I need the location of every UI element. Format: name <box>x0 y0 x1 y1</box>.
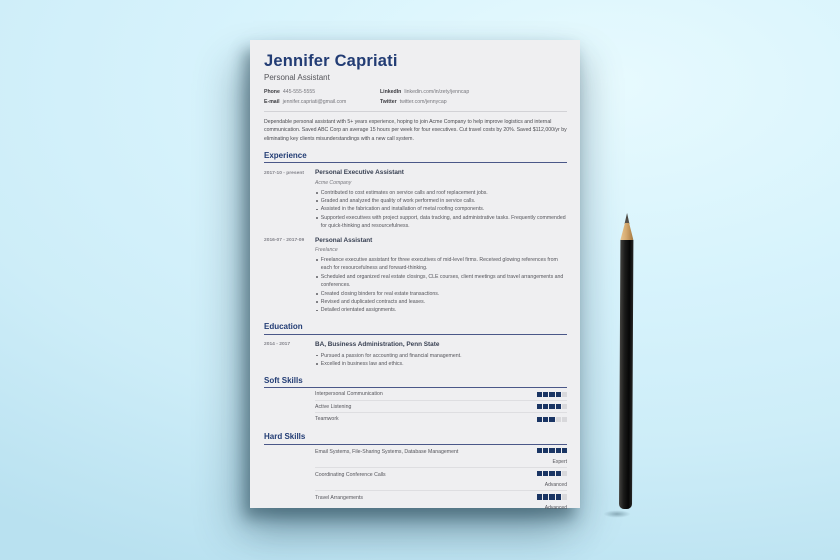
skill-square-empty <box>556 417 561 422</box>
entry-title: Personal Assistant <box>315 236 373 244</box>
skill-square-filled <box>537 417 542 422</box>
header-divider <box>264 111 567 112</box>
skill-square-filled <box>549 494 554 499</box>
entry-bullets <box>315 256 567 315</box>
experience-entries <box>264 169 567 314</box>
skill-label: Interpersonal Communication <box>315 391 383 398</box>
education-entries <box>264 341 567 369</box>
skill-square-empty <box>562 417 567 422</box>
pencil-body <box>619 240 633 509</box>
bullet-item <box>315 256 567 273</box>
section-title-hard-skills: Hard Skills <box>264 432 567 445</box>
skill-square-filled <box>543 471 548 476</box>
bullet-item <box>315 352 567 360</box>
bullet-item <box>315 197 567 205</box>
entry-title: BA, Business Administration, Penn State <box>315 340 440 348</box>
twitter-label: Twitter <box>380 98 397 105</box>
bullet-item <box>315 214 567 231</box>
skill-square-empty <box>562 494 567 499</box>
linkedin-label: LinkedIn <box>380 89 402 96</box>
skill-level-squares <box>537 417 567 422</box>
resume-summary: Dependable personal assistant with 5+ years experience, hoping to join Acme Company to help improve logistics and internal communication. Saved ABC Corp an average 15 hours per week for four executives. Cut travel costs by 20%. Saved $112,000/yr by eliminating key clients misunderstandings with a new call system. <box>264 118 567 142</box>
entry-bullets <box>315 189 567 231</box>
bullet-dot <box>316 363 318 365</box>
dated-entry <box>264 169 567 230</box>
skill-square-filled <box>549 471 554 476</box>
skill-level-squares <box>537 404 567 409</box>
entry-title: Personal Executive Assistant <box>315 169 404 177</box>
bullet-dot <box>316 209 318 211</box>
skill-square-empty <box>562 392 567 397</box>
skill-row <box>315 413 567 425</box>
bullet-item <box>315 298 567 306</box>
bullet-text: Graded and analyzed the quality of work performed in service calls. <box>320 197 476 204</box>
skill-square-filled <box>537 471 542 476</box>
skill-level-squares <box>537 471 567 476</box>
skill-square-filled <box>549 392 554 397</box>
contact-email <box>264 99 380 105</box>
skill-label: Teamwork <box>315 416 339 423</box>
skill-label: Coordinating Conference Calls <box>315 472 386 479</box>
bullet-text: Created closing binders for real estate transactions. <box>320 290 440 297</box>
bullet-text: Detailed orientated assignments. <box>320 307 397 314</box>
skill-level-name: Expert <box>552 458 567 465</box>
skill-level-squares <box>537 494 567 499</box>
skill-square-filled <box>537 392 542 397</box>
contact-info <box>264 89 567 105</box>
entry-body <box>315 169 567 230</box>
bullet-dot <box>316 276 318 278</box>
pencil <box>618 213 635 509</box>
skill-square-filled <box>556 471 561 476</box>
dated-entry <box>264 237 567 315</box>
bullet-text: Contributed to cost estimates on service calls and roof replacement jobs. <box>320 189 488 196</box>
bullet-dot <box>316 293 318 295</box>
skill-square-filled <box>556 392 561 397</box>
skill-square-filled <box>537 494 542 499</box>
skill-square-filled <box>556 404 561 409</box>
skill-label: Active Listening <box>315 403 352 410</box>
skill-row-top <box>315 471 567 479</box>
skill-square-filled <box>537 448 542 453</box>
bullet-dot <box>316 301 318 303</box>
bullet-text: Revised and duplicated contracts and leases. <box>320 298 426 305</box>
skill-row <box>315 388 567 401</box>
bullet-dot <box>316 355 318 357</box>
bullet-dot <box>316 200 318 202</box>
skill-square-empty <box>562 404 567 409</box>
bullet-item <box>315 290 567 298</box>
skill-square-filled <box>543 392 548 397</box>
resume-job-title: Personal Assistant <box>264 73 330 83</box>
bullet-text: Freelance executive assistant for three executives of mid-level firms. Received glowing references from each for resourcefulness and forward-thinking. <box>320 256 558 272</box>
skill-square-filled <box>543 417 548 422</box>
skill-row <box>315 468 567 491</box>
bullet-item <box>315 360 567 368</box>
email-label: E-mail <box>264 98 280 105</box>
skill-label: Email Systems, File-Sharing Systems, Database Management <box>315 448 459 455</box>
linkedin-value: linkedin.com/in/zety/jenncap <box>404 89 470 96</box>
email-value: jennifer.capriati@gmail.com <box>282 98 347 105</box>
bullet-dot <box>316 217 318 219</box>
entry-date: 2016-07 - 2017-09 <box>264 238 305 244</box>
skill-square-filled <box>556 494 561 499</box>
entry-date: 2014 - 2017 <box>264 342 291 348</box>
skill-square-empty <box>562 471 567 476</box>
skill-row <box>315 445 567 468</box>
bullet-text: Assisted in the fabrication and installation of metal roofing components. <box>320 206 485 213</box>
bullet-item <box>315 205 567 213</box>
bullet-item <box>315 189 567 197</box>
section-title-education: Education <box>264 322 567 335</box>
contact-linkedin <box>380 89 567 95</box>
skill-label: Travel Arrangements <box>315 495 363 502</box>
skill-level-name: Advanced <box>544 481 567 488</box>
skill-square-filled <box>543 494 548 499</box>
entry-date: 2017-10 - present <box>264 170 304 176</box>
skill-level-squares <box>537 448 567 453</box>
skill-square-filled <box>537 404 542 409</box>
skill-square-filled <box>556 448 561 453</box>
skill-row-top <box>315 448 567 456</box>
section-title-experience: Experience <box>264 151 567 164</box>
twitter-value: twitter.com/jennycap <box>399 98 447 105</box>
entry-body <box>315 237 567 315</box>
skill-square-filled <box>543 448 548 453</box>
entry-body <box>315 341 567 369</box>
skill-row <box>315 491 567 513</box>
pencil-shadow <box>599 509 635 519</box>
skill-square-filled <box>549 448 554 453</box>
bullet-text: Scheduled and organized real estate closings, CLE courses, client meetings and travel arrangements and conferences. <box>320 273 564 289</box>
skill-square-filled <box>562 448 567 453</box>
bullet-text: Excelled in business law and ethics. <box>320 360 404 367</box>
phone-value: 445-555-5555 <box>282 89 316 96</box>
entry-subtitle: Acme Company <box>315 179 352 186</box>
entry-bullets <box>315 352 567 369</box>
skill-level-name: Advanced <box>544 505 567 512</box>
pencil-graphite-tip-icon <box>624 213 629 224</box>
dated-entry <box>264 341 567 369</box>
entry-subtitle: Freelance <box>315 246 338 253</box>
bullet-dot <box>316 310 318 312</box>
bullet-text: Supported executives with project support, data tracking, and administrative tasks. Frequently commended for quick-thinking and resourcefulness. <box>320 214 566 230</box>
resume-name: Jennifer Capriati <box>264 52 398 70</box>
hard-skills-list <box>264 445 567 514</box>
bullet-dot <box>316 192 318 194</box>
phone-label: Phone <box>264 89 280 96</box>
soft-skills-list <box>264 388 567 425</box>
pencil-wood-tip-icon <box>620 223 633 240</box>
bullet-text: Pursued a passion for accounting and financial management. <box>320 352 462 359</box>
bullet-item <box>315 306 567 314</box>
bullet-item <box>315 273 567 290</box>
contact-phone <box>264 89 380 95</box>
skill-square-filled <box>549 404 554 409</box>
contact-twitter <box>380 99 567 105</box>
skill-square-filled <box>543 404 548 409</box>
resume-document <box>250 40 580 512</box>
section-title-soft-skills: Soft Skills <box>264 376 567 389</box>
skill-row-top <box>315 494 567 502</box>
skill-row <box>315 401 567 414</box>
bullet-dot <box>316 259 318 261</box>
skill-level-squares <box>537 392 567 397</box>
skill-square-filled <box>549 417 554 422</box>
